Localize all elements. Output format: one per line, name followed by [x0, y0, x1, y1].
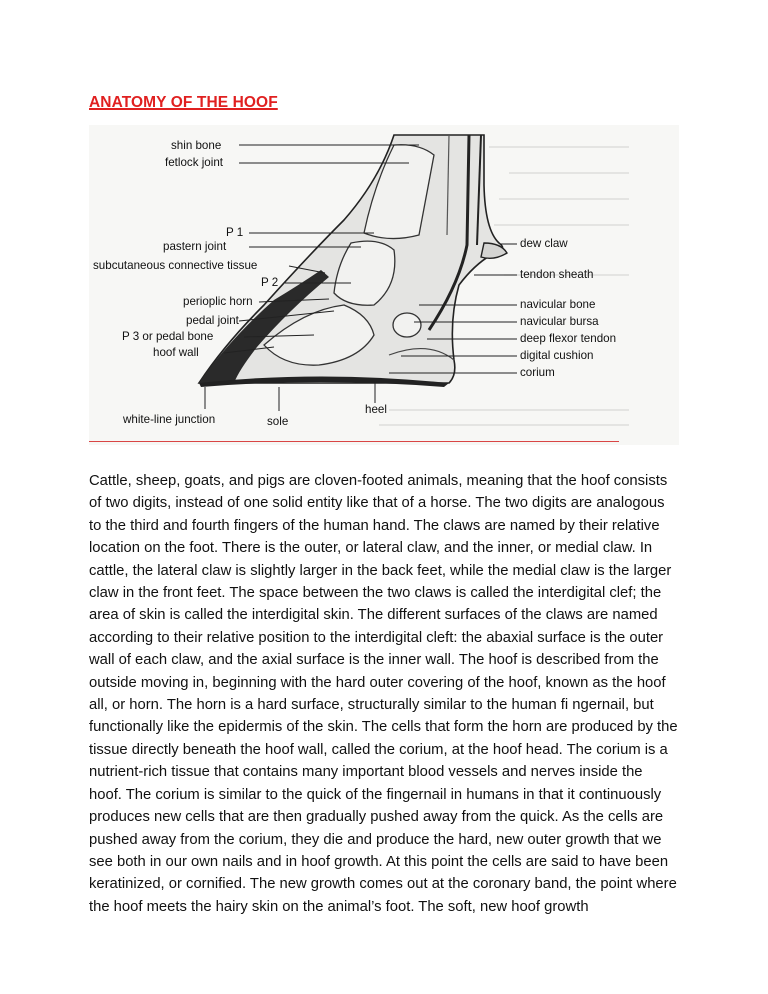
- label-navicular-bursa: navicular bursa: [520, 315, 599, 328]
- label-p3-pedal-bone: P 3 or pedal bone: [122, 330, 214, 343]
- body-paragraph: Cattle, sheep, goats, and pigs are cloven-footed animals, meaning that the hoof consists of two digits, instead of one solid entity like that of a horse. The two digits are analogous to the third and fourth fingers of the human hand. The claws are named by their relative location on the foot. There is the outer, or lateral claw, and the inner, or medial claw. In cattle, the lateral claw is slightly larger in the back feet, while the medial claw is the larger claw in the front feet. The space between the two claws is called the interdigital clef; the area of skin is called the interdigital skin. The different surfaces of the claws are named according to their relative position to the interdigital cleft: the abaxial surface is the outer wall of each claw, and the axial surface is the inner wall. The hoof is described from the outside moving in, beginning with the hard outer covering of the hoof, known as the hoof all, or horn. The horn is a hard surface, structurally similar to the human fi ngernail, but functionally like the epidermis of the skin. The cells that form the horn are produced by the tissue directly beneath the hoof wall, called the corium, at the hoof head. The corium is a nutrient-rich tissue that contains many important blood vessels and nerves inside the hoof. The corium is similar to the quick of the fingernail in humans in that it continuously produces new cells that are then gradually pushed away from the quick. As the cells are pushed away from the corium, they die and produce the hard, new outer growth that we see both in our own nails and in hoof growth. At this point the cells are said to have been keratinized, or cornified. The new growth comes out at the coronary band, the point where the hoof meets the hairy skin on the animal’s foot. The soft, new hoof growth: [89, 473, 678, 915]
- label-subcutaneous-connective-tissue: subcutaneous connective tissue: [93, 259, 258, 272]
- label-white-line-junction: white-line junction: [123, 413, 216, 426]
- label-navicular-bone: navicular bone: [520, 298, 596, 311]
- label-fetlock-joint: fetlock joint: [165, 156, 223, 169]
- label-hoof-wall: hoof wall: [153, 346, 199, 359]
- page-heading: ANATOMY OF THE HOOF: [89, 94, 278, 111]
- label-corium: corium: [520, 366, 555, 379]
- figure-divider: [89, 441, 619, 442]
- label-pastern-joint: pastern joint: [163, 240, 227, 253]
- label-tendon-sheath: tendon sheath: [520, 268, 594, 281]
- label-sole: sole: [267, 415, 289, 428]
- label-digital-cushion: digital cushion: [520, 349, 594, 362]
- label-pedal-joint: pedal joint: [186, 314, 239, 327]
- label-p2: P 2: [261, 276, 279, 289]
- label-perioplic-horn: perioplic horn: [183, 295, 253, 308]
- hoof-anatomy-diagram: [89, 125, 679, 445]
- label-dew-claw: dew claw: [520, 237, 568, 250]
- label-p1: P 1: [226, 226, 244, 239]
- label-heel: heel: [365, 403, 387, 416]
- hoof-diagram-svg: [89, 125, 679, 445]
- label-deep-flexor-tendon: deep flexor tendon: [520, 332, 617, 345]
- label-shin-bone: shin bone: [171, 139, 222, 152]
